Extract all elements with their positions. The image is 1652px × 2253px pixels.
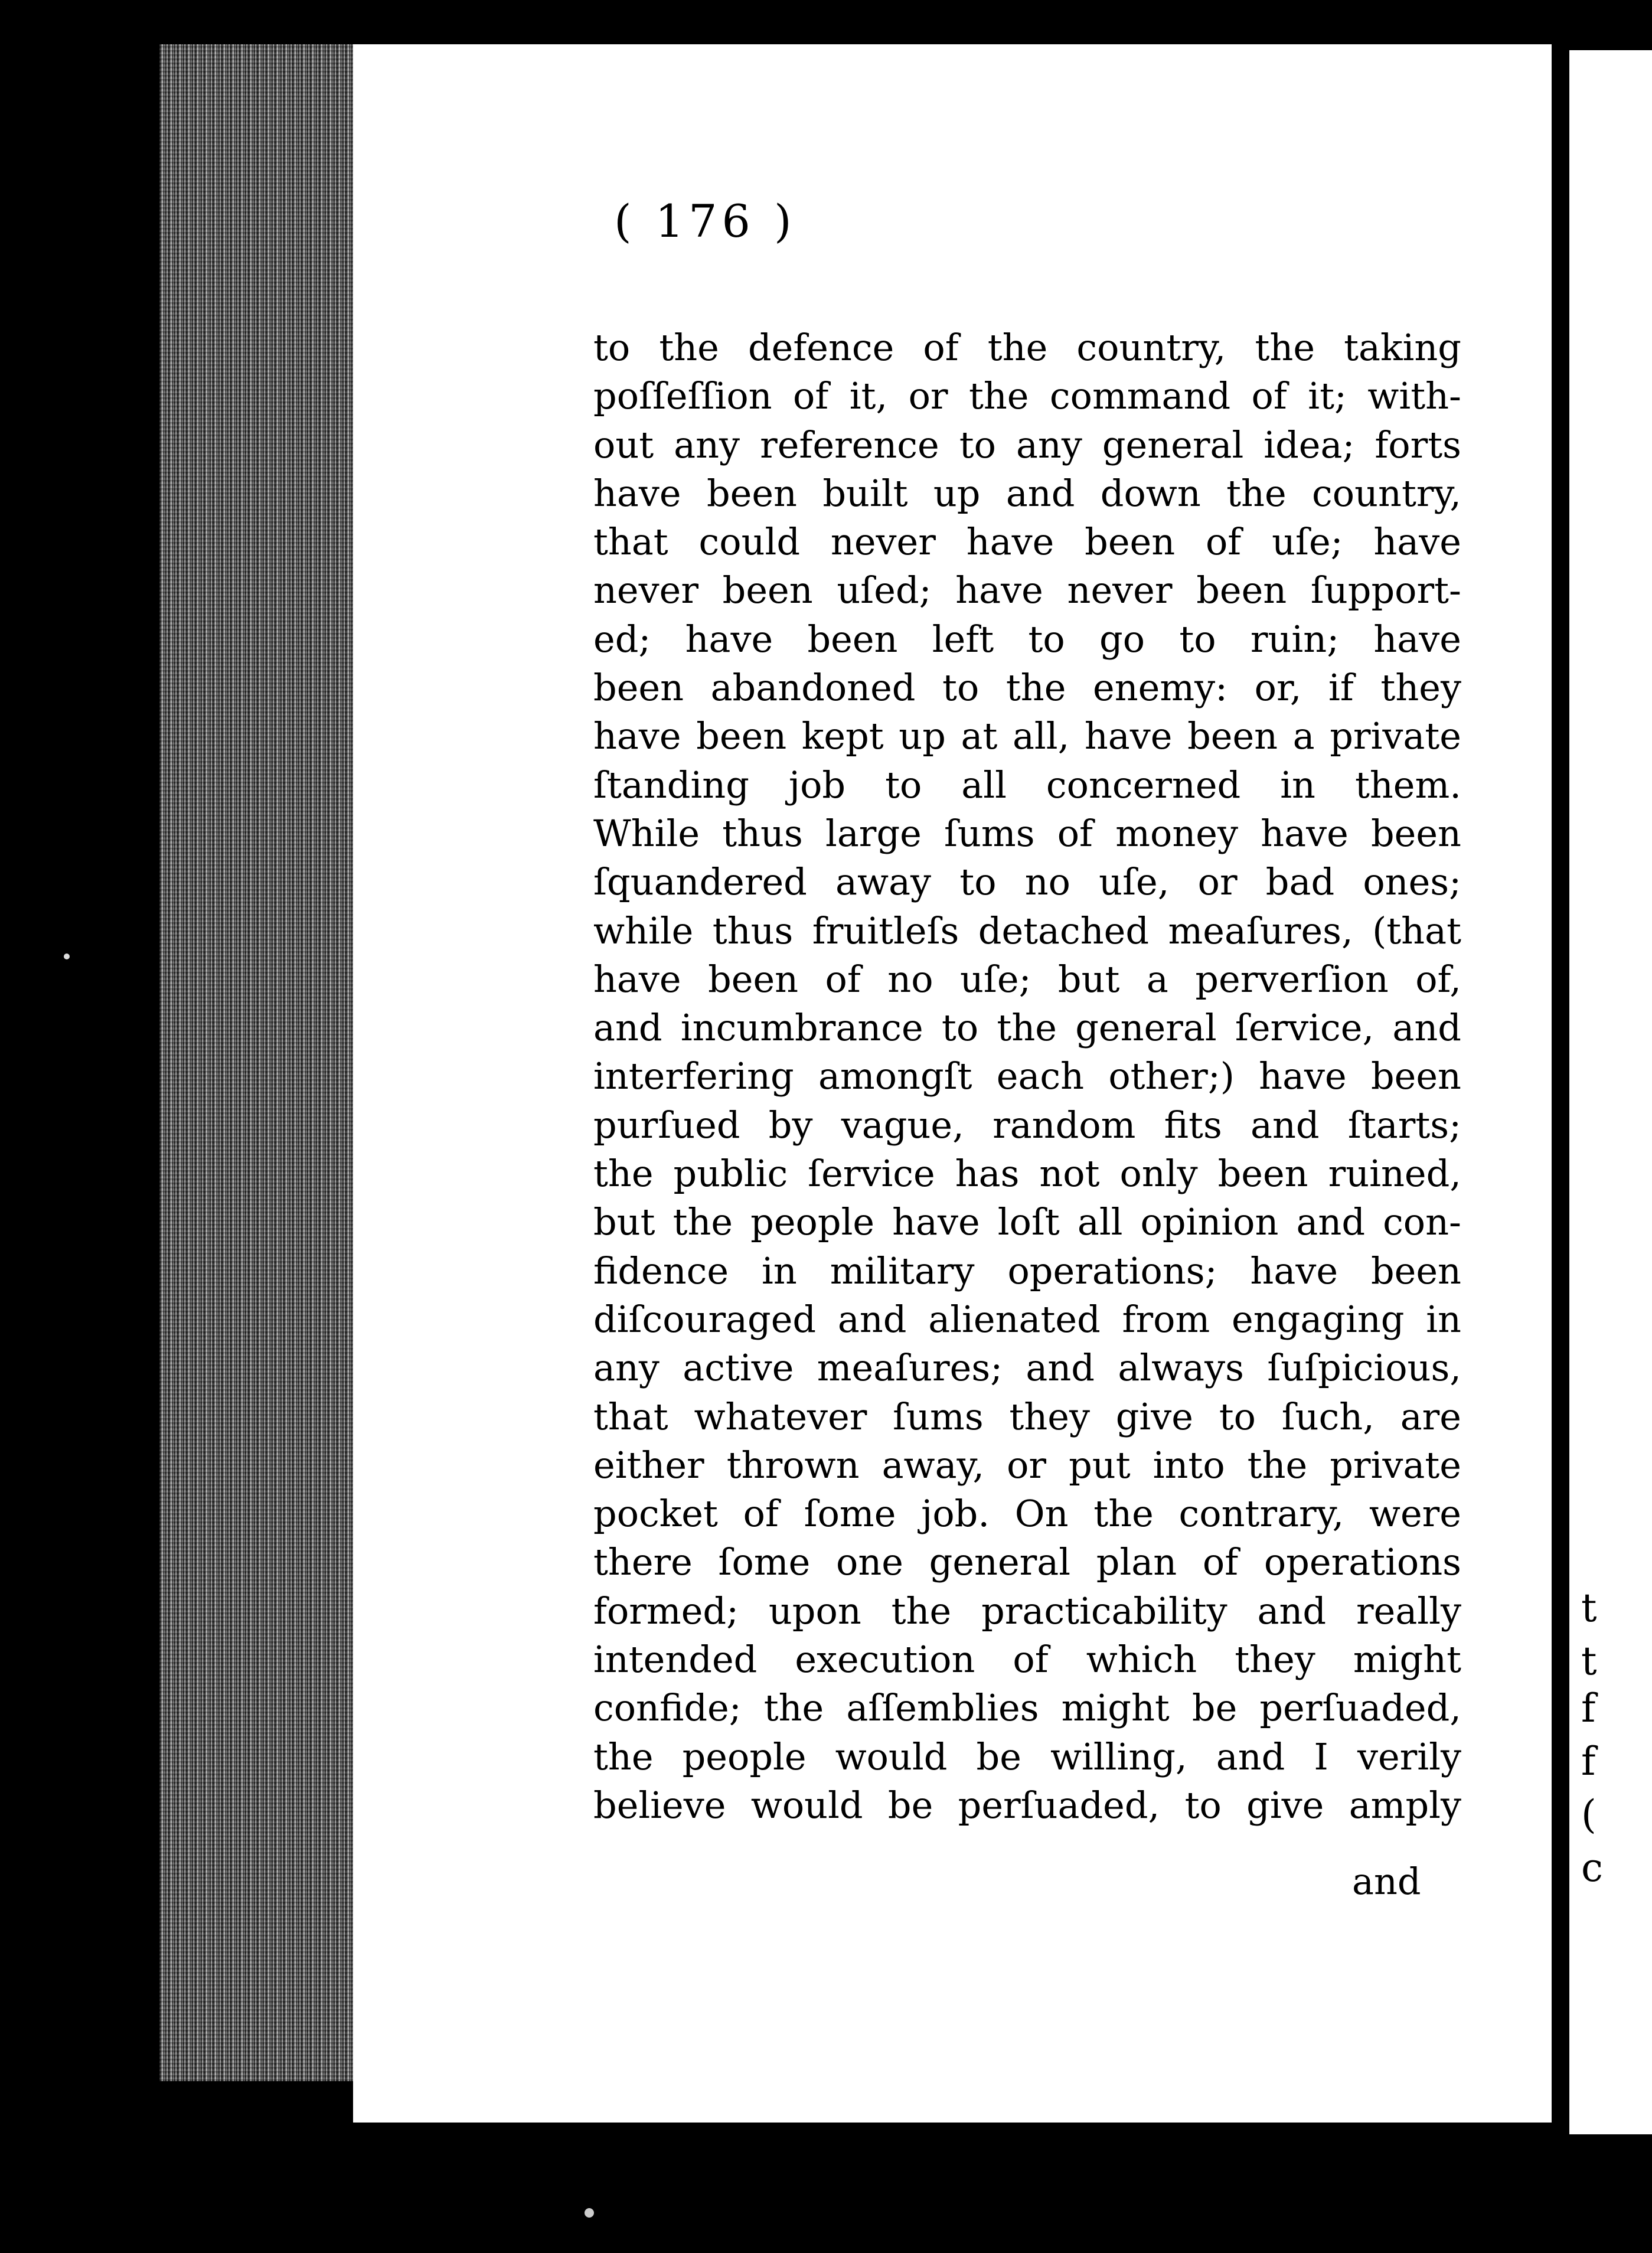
text-line: believe would be perſuaded, to give amply: [593, 1783, 1461, 1827]
scan-speck: [585, 2208, 594, 2218]
text-line: have been built up and down the country,: [593, 471, 1461, 515]
text-line: ed; have been left to go to ruin; have: [593, 617, 1461, 661]
body-text: [593, 324, 1461, 1830]
text-line: and incumbrance to the general ſervice, and: [593, 1006, 1461, 1050]
text-line: the people would be willing, and I verily: [593, 1735, 1461, 1778]
text-line: have been of no uſe; but a perverſion of,: [593, 957, 1461, 1001]
catchword: and: [1352, 1860, 1421, 1903]
book-page-edges: [159, 44, 363, 2081]
text-line: never been uſed; have never been ſupport-: [593, 569, 1461, 612]
text-line: ſtanding job to all concerned in them.: [593, 763, 1461, 806]
adjacent-page-fragment: c: [1581, 1845, 1603, 1890]
text-line: formed; upon the practicability and really: [593, 1589, 1461, 1632]
text-line: have been kept up at all, have been a private: [593, 714, 1461, 758]
adjacent-page-fragment: f: [1581, 1739, 1596, 1784]
text-line: While thus large ſums of money have been: [593, 811, 1461, 855]
text-line: purſued by vague, random fits and ſtarts;: [593, 1103, 1461, 1147]
text-line: either thrown away, or put into the private: [593, 1443, 1461, 1487]
text-line: but the people have loſt all opinion and con-: [593, 1200, 1461, 1244]
text-line: been abandoned to the enemy: or, if they: [593, 666, 1461, 710]
adjacent-page: [1569, 50, 1652, 2134]
text-line: out any reference to any general idea; forts: [593, 423, 1461, 466]
scan-speck: [64, 954, 70, 959]
text-line: intended execution of which they might: [593, 1638, 1461, 1681]
text-line: to the defence of the country, the taking: [593, 326, 1461, 369]
text-line: while thus fruitleſs detached meaſures, (that: [593, 909, 1461, 952]
text-line: there ſome one general plan of operations: [593, 1540, 1461, 1584]
adjacent-page-fragment: f: [1581, 1686, 1596, 1731]
text-line: the public ſervice has not only been ruined,: [593, 1152, 1461, 1196]
text-line: poſſeſſion of it, or the command of it; with-: [593, 374, 1461, 418]
text-line: diſcouraged and alienated from engaging in: [593, 1297, 1461, 1341]
text-line: that whatever ſums they give to ſuch, are: [593, 1395, 1461, 1438]
adjacent-page-fragment: t: [1581, 1585, 1597, 1631]
text-line: confide; the aſſemblies might be perſuaded,: [593, 1686, 1461, 1730]
text-line: interfering amongſt each other;) have been: [593, 1054, 1461, 1098]
adjacent-page-fragment: t: [1581, 1638, 1597, 1684]
text-line: pocket of ſome job. On the contrary, were: [593, 1492, 1461, 1536]
page-number: ( 176 ): [614, 195, 796, 247]
text-line: fidence in military operations; have been: [593, 1249, 1461, 1292]
text-line: ſquandered away to no uſe, or bad ones;: [593, 860, 1461, 904]
text-line: any active meaſures; and always ſuſpicious,: [593, 1346, 1461, 1390]
adjacent-page-fragment: (: [1581, 1792, 1597, 1837]
text-line: that could never have been of uſe; have: [593, 520, 1461, 564]
